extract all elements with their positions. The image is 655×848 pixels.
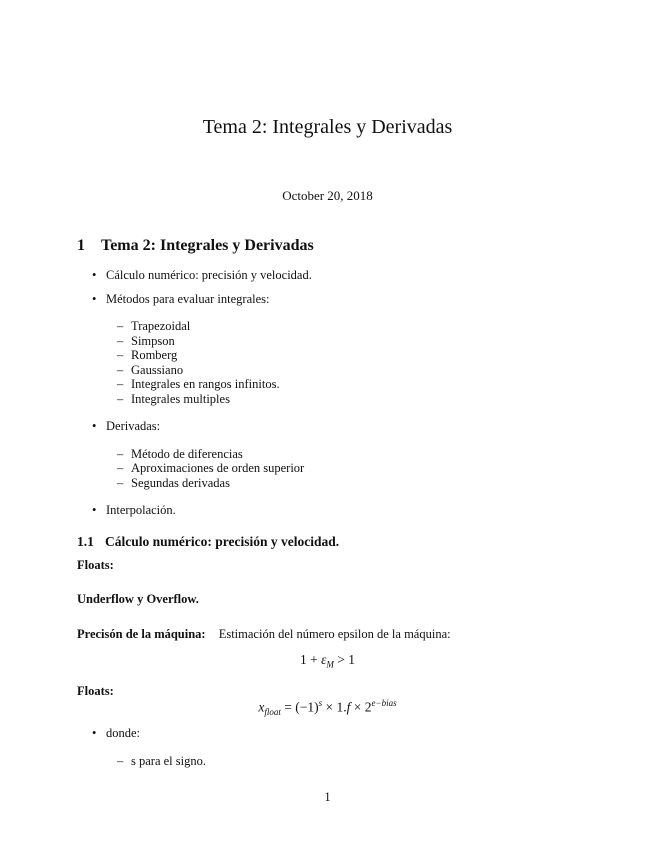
equation-epsilon [0,652,655,670]
sublist-item: – Segundas derivadas [131,476,230,491]
eq-term: x [258,699,265,715]
sublist-item: – Integrales en rangos infinitos. [131,377,280,392]
sublist-item: – s para el signo. [131,754,206,769]
eq-term: f [346,699,351,715]
subsection-heading [77,534,339,550]
eq-term: ε [321,652,327,667]
list-item: • Derivadas: [106,419,160,434]
eq-term: > 1 [333,652,356,667]
precision-paragraph [77,623,451,642]
page-number: 1 [324,790,331,804]
section-title: Tema 2: Integrales y Derivadas [101,237,314,254]
sublist-item: – Aproximaciones de orden superior [131,461,304,476]
paragraph-heading: Precisón de la máquina: [77,627,206,641]
eq-superscript: s [318,698,323,708]
eq-subscript: float [264,707,281,718]
sublist-item: – Método de diferencias [131,447,243,462]
eq-superscript: e−bias [371,698,397,708]
sublist-item: – Trapezoidal [131,319,190,334]
list-item: • donde: [106,726,140,741]
eq-subscript: M [326,659,334,670]
document-date: October 20, 2018 [282,188,373,203]
eq-term: × 1. [322,699,347,715]
paragraph-heading: Floats: [77,684,114,698]
section-heading [77,237,314,255]
paragraph-text: Estimación del número epsilon de la máquina: [218,627,451,641]
sublist-item: – Romberg [131,348,177,363]
subsection-number: 1.1 [77,534,94,549]
document-title: Tema 2: Integrales y Derivadas [202,116,453,138]
list-item: • Cálculo numérico: precisión y velocidad. [106,268,312,283]
subsection-title: Cálculo numérico: precisión y velocidad. [105,534,340,549]
eq-term: = (−1) [280,699,319,715]
equation-float [0,698,655,717]
list-item: • Métodos para evaluar integrales: [106,292,269,307]
sublist-item: – Integrales multiples [131,392,230,407]
sublist-item: – Gaussiano [131,363,183,378]
sublist-item: – Simpson [131,334,175,349]
list-item: • Interpolación. [106,503,176,518]
eq-term: 1 + [299,652,322,667]
paragraph-heading: Floats: [77,558,114,572]
section-number: 1 [77,237,85,254]
eq-term: × 2 [350,699,372,715]
paragraph-heading: Underflow y Overflow. [77,592,199,606]
